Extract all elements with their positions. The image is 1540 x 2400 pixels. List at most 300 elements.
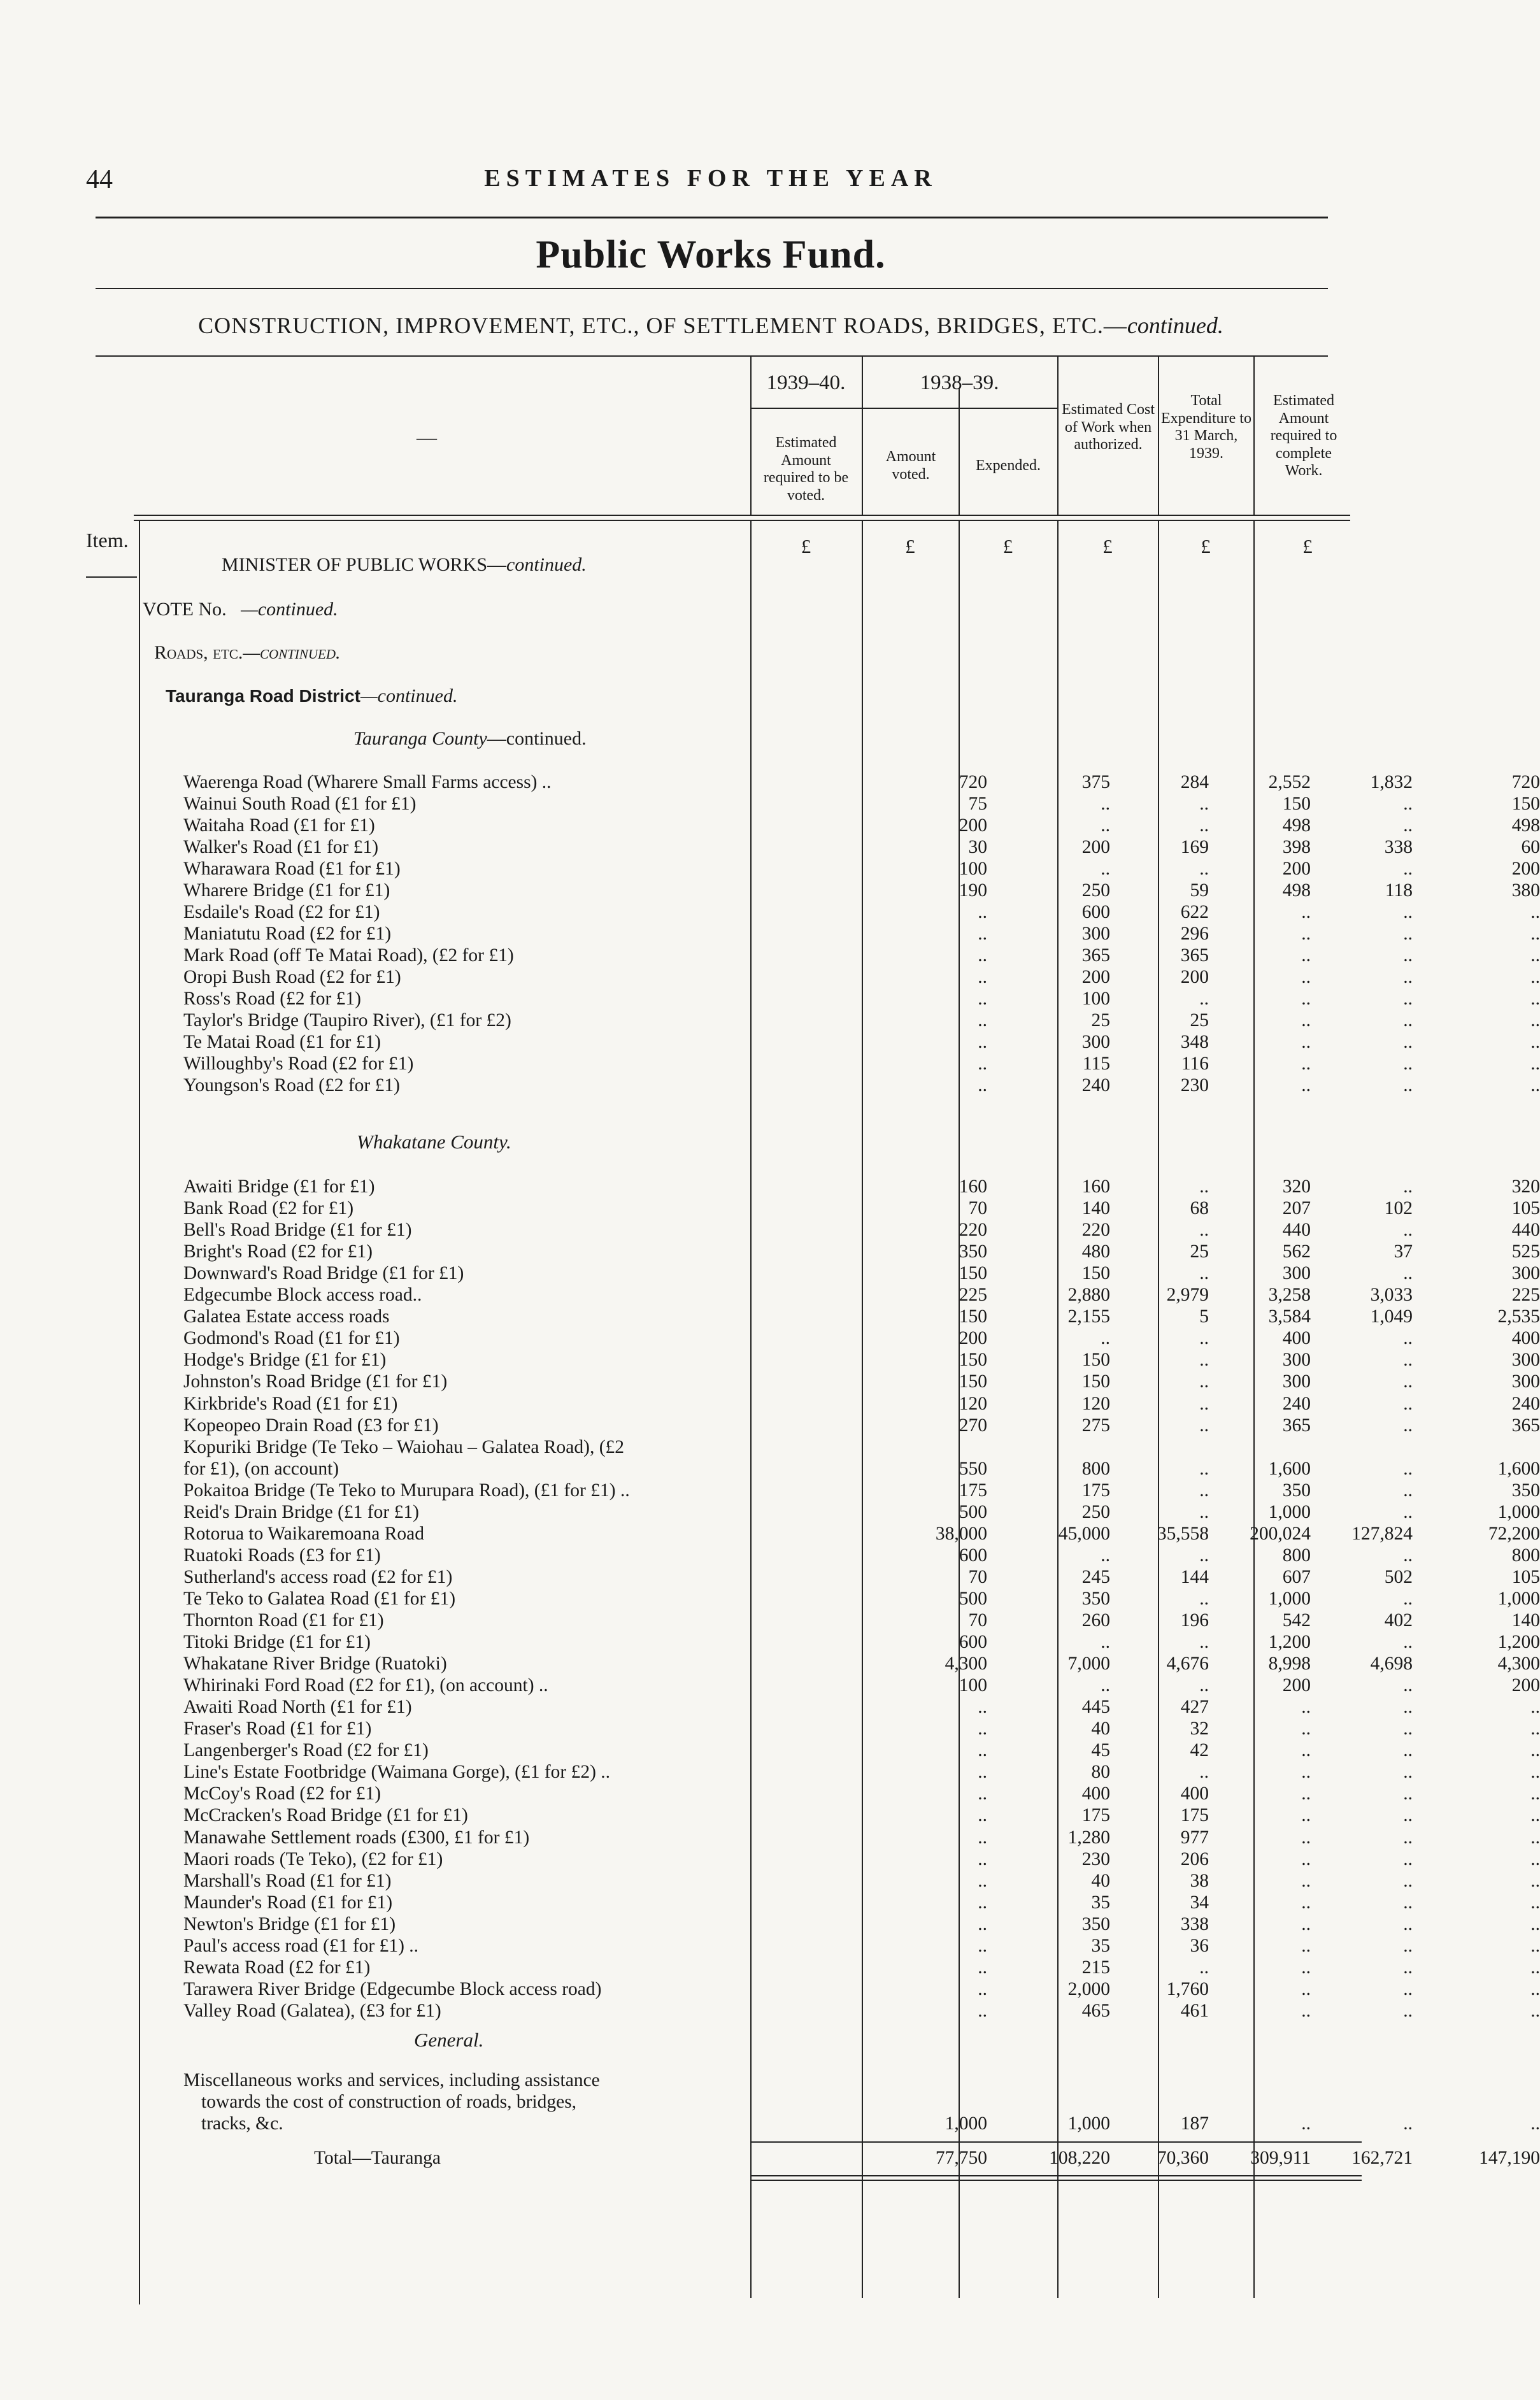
row-value: .. — [1403, 1718, 1413, 1739]
row-value: 440 — [1511, 1220, 1540, 1241]
row-value: 2,979 — [1166, 1285, 1209, 1306]
row-value: .. — [1403, 1328, 1413, 1349]
row-value: .. — [1199, 1350, 1209, 1371]
row-label: Sutherland's access road (£2 for £1) — [183, 1566, 453, 1587]
row-value: .. — [1530, 1718, 1540, 1739]
row-value: 245 — [1081, 1566, 1110, 1587]
row-value: 200 — [1511, 859, 1540, 879]
row-value: 100 — [1081, 989, 1110, 1009]
row-label: McCracken's Road Bridge (£1 for £1) — [183, 1805, 468, 1826]
row-value: 498 — [1282, 880, 1311, 901]
row-value: .. — [1403, 1415, 1413, 1436]
row-value: .. — [1530, 1075, 1540, 1096]
row-label: Pokaitoa Bridge (Te Teko to Murupara Road), (£1 for £1) .. — [183, 1480, 630, 1501]
table-row — [183, 1241, 1540, 1262]
table-row — [183, 2000, 1540, 2022]
row-value: 348 — [1180, 1032, 1209, 1052]
row-value: 300 — [1282, 1350, 1311, 1371]
row-value: 550 — [959, 1458, 987, 1479]
row-value: .. — [978, 1032, 987, 1052]
row-label: Fraser's Road (£1 for £1) — [183, 1718, 372, 1739]
table-row — [183, 794, 1540, 815]
row-value: 120 — [1081, 1393, 1110, 1414]
row-value: 445 — [1081, 1697, 1110, 1718]
row-value: .. — [978, 945, 987, 966]
table-row — [183, 1350, 1540, 1371]
row-value: .. — [1199, 1545, 1209, 1566]
divider — [96, 217, 1328, 218]
row-value: 230 — [1180, 1075, 1209, 1096]
row-value: 375 — [1081, 772, 1110, 792]
row-value: .. — [1199, 1588, 1209, 1609]
table-row — [183, 1762, 1540, 1783]
row-value: 300 — [1282, 1263, 1311, 1284]
row-value: 200 — [1511, 1675, 1540, 1696]
row-value: .. — [1199, 989, 1209, 1009]
row-value: .. — [1530, 1032, 1540, 1052]
page-number: 44 — [86, 165, 113, 194]
row-value: 1,000 — [945, 2113, 987, 2134]
row-value: .. — [1301, 2000, 1311, 2021]
row-value: 1,280 — [1067, 1827, 1110, 1848]
county1-text: Tauranga County — [353, 728, 487, 749]
row-value: 8,998 — [1268, 1654, 1311, 1675]
row-label: Marshall's Road (£1 for £1) — [183, 1870, 392, 1891]
general-row — [183, 2113, 1540, 2134]
general-heading: General. — [414, 2029, 484, 2051]
row-value: 1,000 — [1497, 1588, 1540, 1609]
row-value: 296 — [1180, 924, 1209, 944]
row-value: 1,000 — [1268, 1501, 1311, 1522]
row-value: .. — [1530, 1892, 1540, 1913]
row-label: Kopeopeo Drain Road (£3 for £1) — [183, 1415, 439, 1436]
table-row — [183, 1054, 1540, 1075]
row-label: Rotorua to Waikaremoana Road — [183, 1523, 425, 1544]
row-value: .. — [1301, 1870, 1311, 1891]
row-value: 1,760 — [1166, 1978, 1209, 1999]
row-value: 34 — [1190, 1892, 1209, 1913]
row-value: 1,832 — [1370, 772, 1413, 792]
table-row — [183, 1805, 1540, 1826]
row-value: .. — [1530, 902, 1540, 922]
row-value: 160 — [959, 1176, 987, 1197]
row-label: Youngson's Road (£2 for £1) — [183, 1075, 400, 1096]
header-rule — [134, 520, 1350, 521]
row-value: 150 — [1081, 1371, 1110, 1392]
row-label: Esdaile's Road (£2 for £1) — [183, 902, 380, 922]
table-row — [183, 1913, 1540, 1935]
row-value: 250 — [1081, 1501, 1110, 1522]
minister-cont: continued. — [506, 554, 587, 575]
row-value: .. — [1530, 1913, 1540, 1934]
row-value: .. — [1403, 1935, 1413, 1956]
row-value: .. — [1403, 1176, 1413, 1197]
row-value: .. — [1403, 1075, 1413, 1096]
row-label: Oropi Bush Road (£2 for £1) — [183, 967, 401, 987]
row-label: Paul's access road (£1 for £1) .. — [183, 1935, 419, 1956]
row-value: .. — [1301, 1935, 1311, 1956]
row-value: .. — [1530, 1762, 1540, 1783]
row-value: 190 — [959, 880, 987, 901]
row-value: .. — [1530, 967, 1540, 987]
table-row — [183, 1978, 1540, 2000]
currency-symbol: £ — [1002, 535, 1013, 557]
row-value: .. — [1301, 1762, 1311, 1783]
row-value: 7,000 — [1067, 1654, 1110, 1675]
row-label: Awaiti Bridge (£1 for £1) — [183, 1176, 375, 1197]
row-label: Hodge's Bridge (£1 for £1) — [183, 1350, 387, 1371]
row-value: .. — [1403, 1675, 1413, 1696]
row-label: Tarawera River Bridge (Edgecumbe Block access road) — [183, 1978, 602, 1999]
total-rule — [750, 2141, 1362, 2143]
row-value: .. — [1403, 1588, 1413, 1609]
row-value: 3,584 — [1268, 1306, 1311, 1327]
row-value: 4,676 — [1166, 1654, 1209, 1675]
table-row — [183, 1957, 1540, 1978]
col-rule — [750, 408, 862, 409]
row-value: 4,300 — [1497, 1654, 1540, 1675]
row-label: Rewata Road (£2 for £1) — [183, 1957, 371, 1978]
row-value: 187 — [1180, 2113, 1209, 2134]
row-value: .. — [1101, 1328, 1110, 1349]
table-row — [183, 1675, 1540, 1696]
vote-text: VOTE No. — [143, 599, 227, 620]
row-value: 3,033 — [1370, 1285, 1413, 1306]
table-row — [183, 1545, 1540, 1566]
row-value: 40 — [1091, 1870, 1110, 1891]
row-value: 196 — [1180, 1610, 1209, 1631]
row-value: .. — [1199, 1957, 1209, 1978]
row-value: .. — [1199, 859, 1209, 879]
row-value: 169 — [1180, 837, 1209, 857]
row-value: 220 — [1081, 1220, 1110, 1241]
row-label: Titoki Bridge (£1 for £1) — [183, 1632, 371, 1653]
row-label: Ruatoki Roads (£3 for £1) — [183, 1545, 381, 1566]
row-value: 350 — [1511, 1480, 1540, 1501]
table-row — [183, 1501, 1540, 1523]
row-label: Galatea Estate access roads — [183, 1306, 390, 1327]
row-value: 365 — [1081, 945, 1110, 966]
row-value: .. — [1301, 967, 1311, 987]
row-value: .. — [978, 1718, 987, 1739]
minister-text: MINISTER OF PUBLIC WORKS— — [222, 554, 506, 575]
table-row — [183, 837, 1540, 858]
table-row — [183, 1610, 1540, 1631]
row-value: .. — [1301, 945, 1311, 966]
table-row — [183, 772, 1540, 793]
general-line1: Miscellaneous works and services, including assistance — [183, 2070, 600, 2090]
total-rule — [750, 2175, 1362, 2176]
row-value: .. — [1403, 1827, 1413, 1848]
row-value: .. — [1530, 1935, 1540, 1956]
row-value: .. — [1530, 989, 1540, 1009]
row-value: .. — [1530, 945, 1540, 966]
row-value: 300 — [1282, 1371, 1311, 1392]
row-value: .. — [1403, 1697, 1413, 1718]
row-value: 25 — [1091, 1010, 1110, 1031]
table-row — [183, 1198, 1540, 1219]
table-row — [183, 880, 1540, 901]
subtitle-main: CONSTRUCTION, IMPROVEMENT, ETC., OF SETTLEMENT ROADS, BRIDGES, ETC.— — [198, 313, 1127, 338]
table-row — [183, 1220, 1540, 1241]
row-value: 2,880 — [1067, 1285, 1110, 1306]
table-row — [183, 945, 1540, 966]
col-year-1938: 1938–39. — [920, 371, 999, 394]
vote-cont: —continued. — [241, 599, 338, 620]
row-value: 365 — [1180, 945, 1209, 966]
row-label: Wharawara Road (£1 for £1) — [183, 859, 401, 879]
row-label: Ross's Road (£2 for £1) — [183, 989, 361, 1009]
row-value: 365 — [1511, 1415, 1540, 1436]
row-value: .. — [978, 924, 987, 944]
row-value: .. — [1403, 924, 1413, 944]
general-line3: tracks, &c. — [201, 2113, 283, 2134]
row-value: .. — [1301, 1075, 1311, 1096]
row-value: .. — [1403, 1032, 1413, 1052]
row-value: .. — [1530, 1827, 1540, 1848]
row-value: .. — [978, 1740, 987, 1761]
row-value: 240 — [1081, 1075, 1110, 1096]
item-underline — [86, 576, 137, 578]
row-value: .. — [1403, 2000, 1413, 2021]
row-value: 1,000 — [1067, 2113, 1110, 2134]
row-value: 37 — [1394, 1241, 1413, 1262]
row-label: Wainui South Road (£1 for £1) — [183, 794, 417, 814]
table-row — [183, 1285, 1540, 1306]
fund-title: Public Works Fund. — [536, 233, 886, 276]
row-value: 45 — [1091, 1740, 1110, 1761]
row-value: 320 — [1511, 1176, 1540, 1197]
table-top-rule — [96, 355, 1328, 357]
row-value: 38 — [1190, 1870, 1209, 1891]
row-value: 100 — [959, 859, 987, 879]
row-value: 600 — [959, 1632, 987, 1653]
row-value: 175 — [1081, 1480, 1110, 1501]
row-value: 35 — [1091, 1892, 1110, 1913]
row-value: 206 — [1180, 1848, 1209, 1869]
row-value: 260 — [1081, 1610, 1110, 1631]
row-value: 720 — [1511, 772, 1540, 792]
row-value: .. — [1301, 1848, 1311, 1869]
row-value: 45,000 — [1058, 1523, 1110, 1544]
row-value: 70 — [968, 1610, 987, 1631]
col-expended: Expended. — [976, 457, 1041, 474]
row-value: 350 — [1282, 1480, 1311, 1501]
row-value: .. — [1403, 1957, 1413, 1978]
row-label: Te Matai Road (£1 for £1) — [183, 1032, 381, 1052]
row-value: .. — [1530, 1805, 1540, 1826]
row-label: Line's Estate Footbridge (Waimana Gorge), (£1 for £2) .. — [183, 1762, 611, 1783]
row-value: .. — [1403, 1978, 1413, 1999]
general-line — [183, 2070, 1374, 2091]
table-row — [183, 1718, 1540, 1739]
row-value: 105 — [1511, 1198, 1540, 1219]
col-year-1939: 1939–40. — [766, 371, 846, 394]
row-value: .. — [978, 1913, 987, 1934]
table-row — [183, 1827, 1540, 1848]
row-value: .. — [1301, 1010, 1311, 1031]
row-label: Waerenga Road (Wharere Small Farms access) .. — [183, 772, 552, 792]
row-value: .. — [1199, 1393, 1209, 1414]
row-value: 200 — [959, 1328, 987, 1349]
row-value: 309,911 — [1250, 2148, 1311, 2168]
row-value: .. — [978, 967, 987, 987]
item-rule — [139, 521, 140, 2304]
row-value: 1,049 — [1370, 1306, 1413, 1327]
row-value: .. — [1301, 1957, 1311, 1978]
row-value: .. — [1530, 1957, 1540, 1978]
col-est-cost: Estimated Cost of Work when authorized. — [1062, 401, 1155, 454]
item-label: Item. — [86, 529, 129, 552]
row-value: 160 — [1081, 1176, 1110, 1197]
row-value: .. — [1530, 924, 1540, 944]
row-value: .. — [1199, 1371, 1209, 1392]
row-value: 300 — [1511, 1371, 1540, 1392]
table-row — [183, 1935, 1540, 1957]
table-row — [183, 1415, 1540, 1436]
row-value: .. — [1403, 1870, 1413, 1891]
row-value: 140 — [1081, 1198, 1110, 1219]
row-label: Bank Road (£2 for £1) — [183, 1198, 354, 1219]
row-label: Maniatutu Road (£2 for £1) — [183, 924, 392, 944]
col-rule — [862, 408, 1057, 409]
table-row — [183, 1870, 1540, 1892]
row-value: .. — [1301, 1718, 1311, 1739]
row-value: .. — [1403, 1501, 1413, 1522]
row-label: Langenberger's Road (£2 for £1) — [183, 1740, 429, 1761]
table-row — [183, 1523, 1540, 1545]
row-value: .. — [1199, 1458, 1209, 1479]
row-value: 150 — [1511, 794, 1540, 814]
row-value: .. — [1403, 1740, 1413, 1761]
row-value: 200 — [1180, 967, 1209, 987]
row-value: 1,600 — [1497, 1458, 1540, 1479]
row-label: Awaiti Road North (£1 for £1) — [183, 1697, 412, 1718]
row-value: 200 — [1282, 1675, 1311, 1696]
row-value: .. — [1301, 902, 1311, 922]
row-value: .. — [1403, 1371, 1413, 1392]
row-value: 270 — [959, 1415, 987, 1436]
row-value: .. — [1199, 815, 1209, 836]
col-rule — [1057, 357, 1059, 516]
row-value: 144 — [1180, 1566, 1209, 1587]
row-value: 622 — [1180, 902, 1209, 922]
currency-symbol: £ — [1201, 535, 1211, 557]
row-label: Whakatane River Bridge (Ruatoki) — [183, 1654, 447, 1675]
row-value: 500 — [959, 1501, 987, 1522]
row-value: 350 — [1081, 1588, 1110, 1609]
row-label: Waitaha Road (£1 for £1) — [183, 815, 375, 836]
row-value: .. — [1101, 815, 1110, 836]
row-value: .. — [1403, 1263, 1413, 1284]
row-value: .. — [978, 2000, 987, 2021]
row-value: 400 — [1180, 1783, 1209, 1804]
currency-symbol: £ — [1302, 535, 1313, 557]
row-label: Bell's Road Bridge (£1 for £1) — [183, 1220, 412, 1241]
row-value: 102 — [1384, 1198, 1413, 1219]
row-label: Whirinaki Ford Road (£2 for £1), (on account) .. — [183, 1675, 548, 1696]
row-value: .. — [1199, 1675, 1209, 1696]
row-label: Valley Road (Galatea), (£3 for £1) — [183, 2000, 441, 2021]
row-value: .. — [1403, 1805, 1413, 1826]
row-label: Downward's Road Bridge (£1 for £1) — [183, 1263, 464, 1284]
row-value: 500 — [959, 1588, 987, 1609]
table-row — [183, 1010, 1540, 1031]
divider — [96, 288, 1328, 289]
row-value: .. — [978, 1805, 987, 1826]
row-value: .. — [1403, 1545, 1413, 1566]
row-value: 42 — [1190, 1740, 1209, 1761]
row-label: Maori roads (Te Teko), (£2 for £1) — [183, 1848, 443, 1869]
row-value: .. — [1199, 1263, 1209, 1284]
row-value: 225 — [959, 1285, 987, 1306]
col-rule — [1158, 357, 1159, 516]
col-rule — [1253, 357, 1255, 516]
row-value: 275 — [1081, 1415, 1110, 1436]
row-value: 38,000 — [935, 1523, 987, 1544]
row-value: .. — [1530, 1870, 1540, 1891]
county1-cont: —continued. — [487, 728, 587, 749]
table-row — [183, 1263, 1540, 1284]
table-row — [183, 1697, 1540, 1718]
row-value: .. — [978, 1892, 987, 1913]
row-value: 2,155 — [1067, 1306, 1110, 1327]
row-value: 350 — [959, 1241, 987, 1262]
general-line2: towards the cost of construction of roads, bridges, — [201, 2092, 577, 2112]
table-row — [183, 1566, 1540, 1588]
row-value: .. — [1403, 859, 1413, 879]
row-value: 225 — [1511, 1285, 1540, 1306]
vote-heading — [143, 599, 338, 620]
row-value: 105 — [1511, 1566, 1540, 1587]
row-value: .. — [1530, 1783, 1540, 1804]
row-value: 300 — [1511, 1263, 1540, 1284]
county-heading-whakatane: Whakatane County. — [357, 1131, 511, 1153]
row-value: 350 — [1081, 1913, 1110, 1934]
row-value: .. — [1403, 1480, 1413, 1501]
row-value: 150 — [1282, 794, 1311, 814]
col-est-required: Estimated Amount required to be voted. — [763, 434, 849, 504]
table-row — [183, 1328, 1540, 1349]
row-value: 72,200 — [1488, 1523, 1540, 1544]
row-value: 118 — [1385, 880, 1413, 901]
row-value: 175 — [959, 1480, 987, 1501]
row-value: .. — [978, 989, 987, 1009]
row-value: .. — [1301, 1913, 1311, 1934]
row-value: .. — [1199, 1220, 1209, 1241]
row-value: 1,000 — [1268, 1588, 1311, 1609]
row-value: .. — [1301, 1032, 1311, 1052]
row-value: .. — [978, 1783, 987, 1804]
row-value: 338 — [1384, 837, 1413, 857]
subtitle-cont: continued. — [1127, 313, 1223, 338]
row-value: .. — [1301, 1697, 1311, 1718]
row-value: 120 — [959, 1393, 987, 1414]
row-value: .. — [1403, 815, 1413, 836]
row-value: .. — [1530, 1697, 1540, 1718]
row-value: .. — [1101, 794, 1110, 814]
row-value: .. — [1403, 1220, 1413, 1241]
table-row — [183, 902, 1540, 923]
table-row — [183, 1588, 1540, 1610]
row-label: for £1), (on account) — [183, 1458, 339, 1479]
row-value: .. — [1403, 1054, 1413, 1074]
row-value: .. — [978, 1054, 987, 1074]
total-rule — [750, 2180, 1362, 2181]
table-row — [183, 1306, 1540, 1327]
row-value: 150 — [1081, 1263, 1110, 1284]
row-value: 240 — [1282, 1393, 1311, 1414]
